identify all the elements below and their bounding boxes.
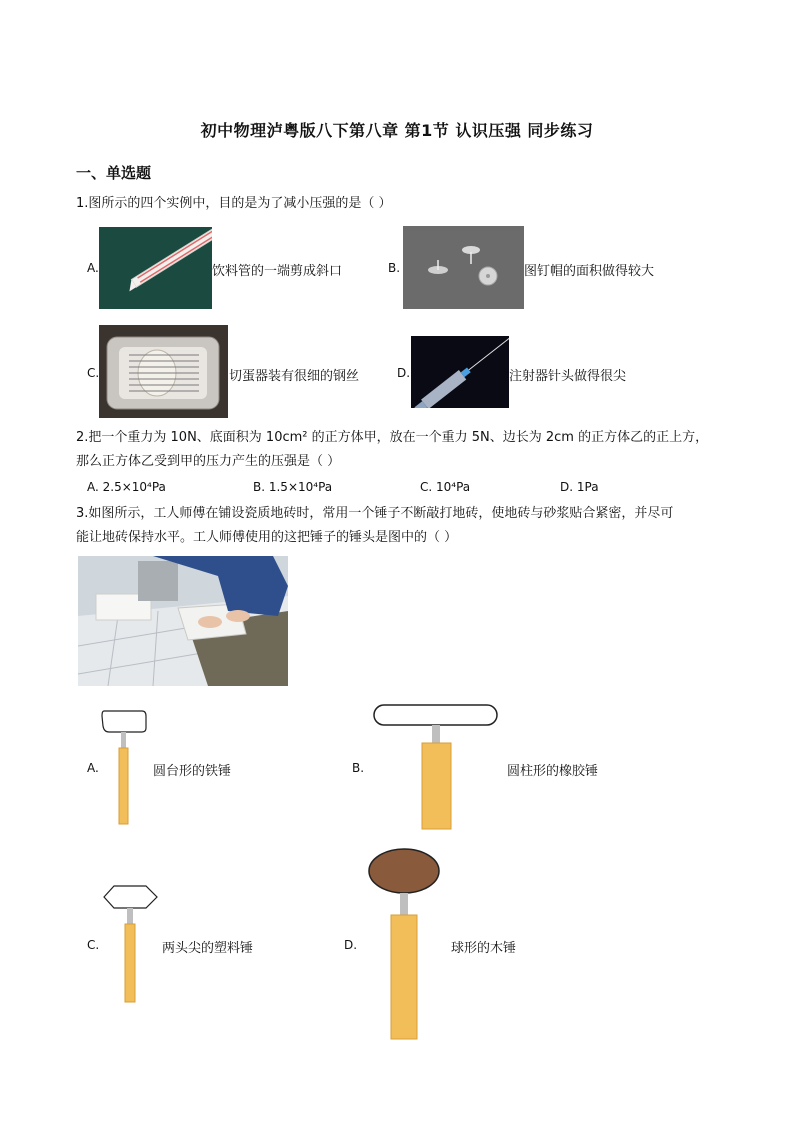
q1-option-b-label[interactable]: B. — [388, 261, 401, 275]
q2-option-c[interactable]: C. 10⁴Pa — [420, 480, 471, 494]
question-3-stem-line2: 能让地砖保持水平。工人师傅使用的这把锤子的锤头是图中的（ ） — [76, 530, 458, 545]
q3-option-b-text: 圆柱形的橡胶锤 — [507, 764, 599, 779]
question-2-stem-line1: 2.把一个重力为 10N、底面积为 10cm² 的正方体甲，放在一个重力 5N、边长为 2cm 的正方体乙的正上方， — [76, 430, 709, 445]
question-2-stem-line2: 那么正方体乙受到甲的压力产生的压强是（ ） — [76, 454, 341, 469]
cylinder-rubber-hammer — [372, 702, 500, 832]
q3-option-c-label[interactable]: C. — [87, 938, 100, 952]
cylinder-rubber-hammer-icon — [372, 702, 500, 832]
egg-slicer-image — [99, 325, 228, 418]
double-pointed-plastic-hammer — [102, 882, 160, 1004]
q1-option-c-text: 切蛋器装有很细的钢丝 — [229, 369, 360, 384]
q3-option-d-text: 球形的木锤 — [451, 941, 517, 956]
q1-option-c-label[interactable]: C. — [87, 366, 100, 380]
straw-icon — [99, 227, 212, 309]
section-heading: 一、单选题 — [76, 164, 152, 182]
q3-option-d-label[interactable]: D. — [344, 938, 358, 952]
syringe-icon — [411, 336, 509, 408]
syringe-image — [411, 336, 509, 408]
page-title: 初中物理泸粤版八下第八章 第1节 认识压强 同步练习 — [200, 121, 594, 140]
q2-option-d[interactable]: D. 1Pa — [560, 480, 599, 494]
worker-tiling-icon — [78, 556, 288, 686]
truncated-cone-hammer — [99, 708, 149, 828]
q2-option-a[interactable]: A. 2.5×10⁴Pa — [87, 480, 166, 494]
q1-option-a-label[interactable]: A. — [87, 261, 99, 275]
question-3-stem-line1: 3.如图所示，工人师傅在铺设瓷质地砖时，常用一个锤子不断敲打地砖，使地砖与砂浆贴合紧密，并尽可 — [76, 506, 674, 521]
truncated-cone-hammer-icon — [99, 708, 149, 828]
q1-option-b-text: 图钉帽的面积做得较大 — [524, 264, 655, 279]
q3-option-a-text: 圆台形的铁锤 — [153, 764, 232, 779]
thumbtack-image — [403, 226, 524, 309]
q1-option-a-text: 饮料管的一端剪成斜口 — [212, 264, 343, 279]
q3-option-c-text: 两头尖的塑料锤 — [162, 941, 254, 956]
spherical-wooden-hammer — [366, 846, 444, 1042]
q3-option-a-label[interactable]: A. — [87, 761, 99, 775]
tiling-photo — [78, 556, 288, 686]
q1-option-d-label[interactable]: D. — [397, 366, 411, 380]
thumbtack-icon — [403, 226, 524, 309]
q2-option-b[interactable]: B. 1.5×10⁴Pa — [253, 480, 333, 494]
question-1-stem: 1.图所示的四个实例中，目的是为了减小压强的是（ ） — [76, 196, 392, 211]
q3-option-b-label[interactable]: B. — [352, 761, 365, 775]
straw-image — [99, 227, 212, 309]
double-pointed-plastic-hammer-icon — [102, 882, 160, 1004]
egg-slicer-icon — [99, 325, 228, 418]
spherical-wooden-hammer-icon — [366, 846, 444, 1042]
q1-option-d-text: 注射器针头做得很尖 — [509, 369, 627, 384]
